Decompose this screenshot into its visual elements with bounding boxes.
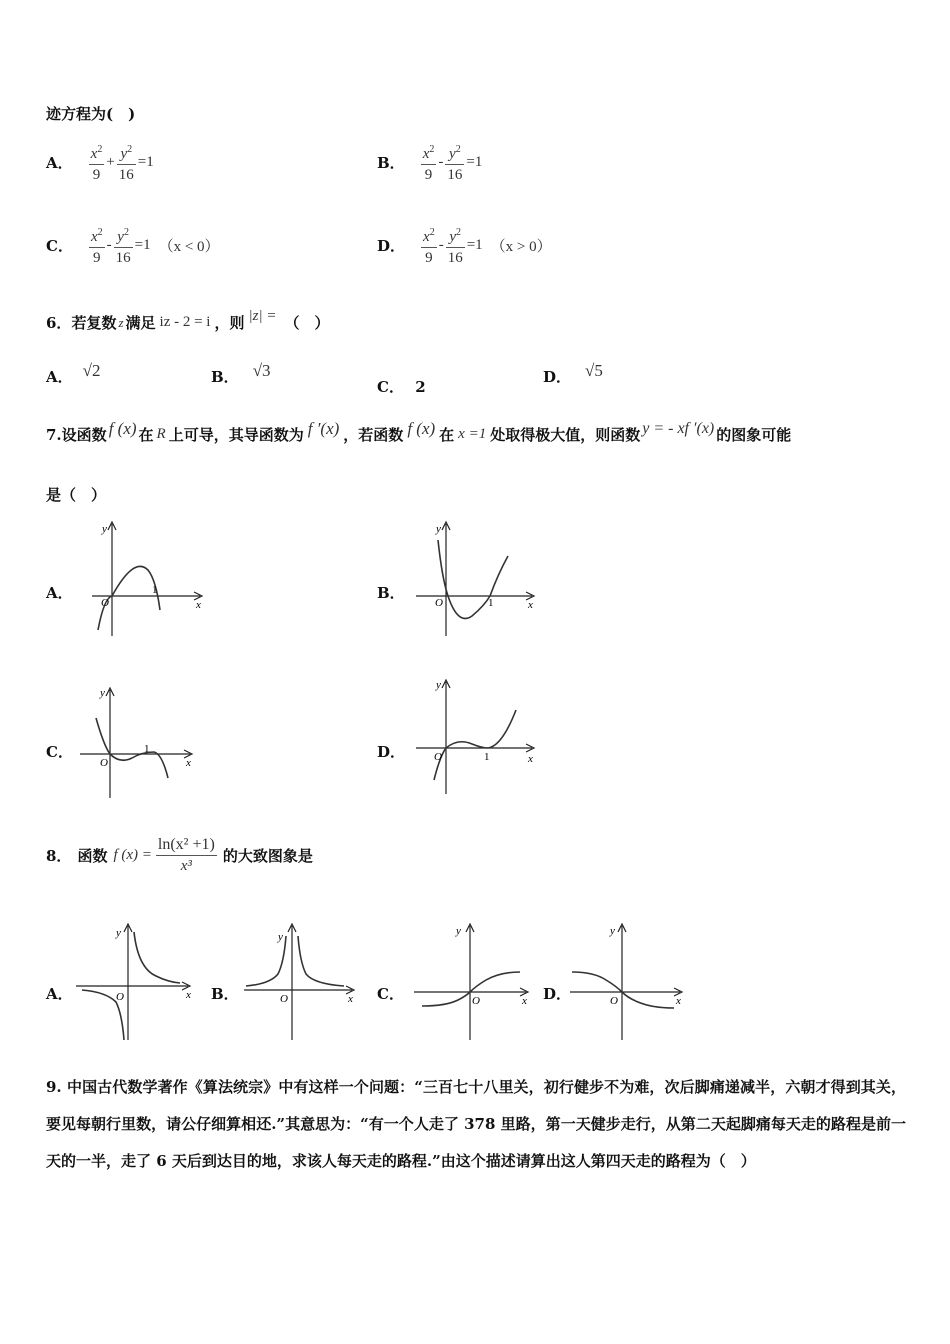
svg-text:O: O — [100, 757, 108, 769]
svg-text:y: y — [610, 925, 615, 937]
svg-text:x: x — [186, 757, 191, 769]
hyperbola-branch-equation: $\frac{x^2}{9}$ - $\frac{y^2}{16}$ =1 （x < 0） — [87, 223, 220, 268]
q5-option-c[interactable] — [46, 223, 220, 267]
svg-text:1: 1 — [152, 584, 158, 596]
hyperbola-equation: $\frac{x^2}{9}$ - $\frac{y^2}{16}$ =1 — [419, 140, 483, 185]
svg-text:y: y — [436, 523, 441, 535]
q7-option-a-label[interactable]: A． — [46, 584, 73, 602]
q7-stem-line2: 是（ ） — [46, 486, 107, 504]
q6-option-d[interactable]: D． √5 — [543, 360, 603, 386]
q8-graph-d[interactable] — [566, 922, 691, 1044]
q6-stem: 6． 若复数 z 满足 iz - 2 = i ，则 |z| = （ ） — [46, 308, 330, 332]
svg-text:O: O — [472, 995, 480, 1007]
svg-text:x: x — [522, 995, 527, 1007]
svg-text:1: 1 — [488, 597, 494, 609]
svg-text:y: y — [456, 925, 461, 937]
option-label: D． — [377, 236, 406, 255]
domain-condition: （x < 0） — [158, 238, 220, 255]
option-label: A． — [46, 153, 73, 172]
q8-graph-b[interactable] — [240, 922, 360, 1044]
svg-text:y: y — [100, 687, 105, 699]
ellipse-equation: $\frac{x^2}{9}$ + $\frac{y^2}{16}$ =1 — [87, 140, 154, 185]
option-label: C． — [46, 236, 73, 255]
q8-option-d-label[interactable]: D． — [543, 985, 572, 1003]
svg-text:O: O — [610, 995, 618, 1007]
q8-stem: 8． 函数 f (x) = $\frac{\text{ln(x² +1)}}{\text{x³}}$ 的大致图象是 — [46, 836, 313, 874]
q7-graph-c[interactable] — [78, 684, 203, 802]
q8-graph-c[interactable] — [410, 922, 535, 1044]
option-label: B． — [377, 153, 405, 172]
q5-option-d[interactable] — [377, 223, 552, 267]
svg-text:y: y — [436, 679, 441, 691]
svg-text:x: x — [676, 995, 681, 1007]
svg-text:O: O — [280, 993, 288, 1005]
q7-option-c-label[interactable]: C． — [46, 743, 73, 761]
q8-option-c-label[interactable]: C． — [377, 985, 404, 1003]
q7-graph-d[interactable] — [410, 676, 540, 798]
svg-text:x: x — [186, 989, 191, 1001]
svg-text:x: x — [528, 753, 533, 765]
q6-option-c[interactable]: C． 2 — [377, 378, 426, 396]
q8-option-b-label[interactable]: B． — [211, 985, 239, 1003]
svg-text:1: 1 — [484, 751, 490, 763]
q8-option-a-label[interactable]: A． — [46, 985, 73, 1003]
svg-text:O: O — [116, 991, 124, 1003]
q9-stem: 9. 中国古代数学著作《算法统宗》中有这样一个问题：“三百七十八里关，初行健步不为难，次后脚痛递减半，六朝才得到其关，要见每朝行里数，请公仔细算相还.”其意思为：“有一个人走了 378 里路，第一天健步走行，从第二天起脚痛每天走的路程是前一天的一半，走了 6 天后到达目的地，求该人每天走的路程.”由这个描述请算出这人第四天走的路程为（ ） — [46, 1078, 906, 1170]
domain-condition: （x > 0） — [490, 238, 552, 255]
q7-option-b-label[interactable]: B． — [377, 584, 405, 602]
q6-option-a[interactable]: A． √2 — [46, 360, 101, 386]
q7-stem: 7. 设函数 f (x) 在 R 上可导，其导函数为 f ′(x) ，若函数 f (x) 在 x =1 处取得极大值，则函数 y = - xf ′(x) 的图象可能 — [46, 418, 792, 444]
svg-text:y: y — [116, 927, 121, 939]
svg-text:y: y — [102, 523, 107, 535]
q6-option-b[interactable]: B． √3 — [211, 360, 271, 386]
q5-option-b[interactable] — [377, 140, 482, 184]
svg-text:x: x — [348, 993, 353, 1005]
q5-stem-tail: 迹方程为( ) — [46, 105, 136, 123]
svg-text:x: x — [528, 599, 533, 611]
q8-graph-a[interactable] — [72, 922, 197, 1044]
svg-text:O: O — [434, 751, 442, 763]
svg-text:O: O — [101, 597, 109, 609]
q7-option-d-label[interactable]: D． — [377, 743, 406, 761]
hyperbola-branch-equation: $\frac{x^2}{9}$ - $\frac{y^2}{16}$ =1 （x > 0） — [419, 223, 552, 268]
svg-text:O: O — [435, 597, 443, 609]
q5-option-a[interactable] — [46, 140, 154, 184]
q7-graph-b[interactable] — [410, 518, 540, 640]
svg-text:x: x — [196, 599, 201, 611]
svg-text:y: y — [278, 931, 283, 943]
svg-text:1: 1 — [144, 743, 150, 755]
q7-graph-a[interactable] — [88, 518, 213, 640]
